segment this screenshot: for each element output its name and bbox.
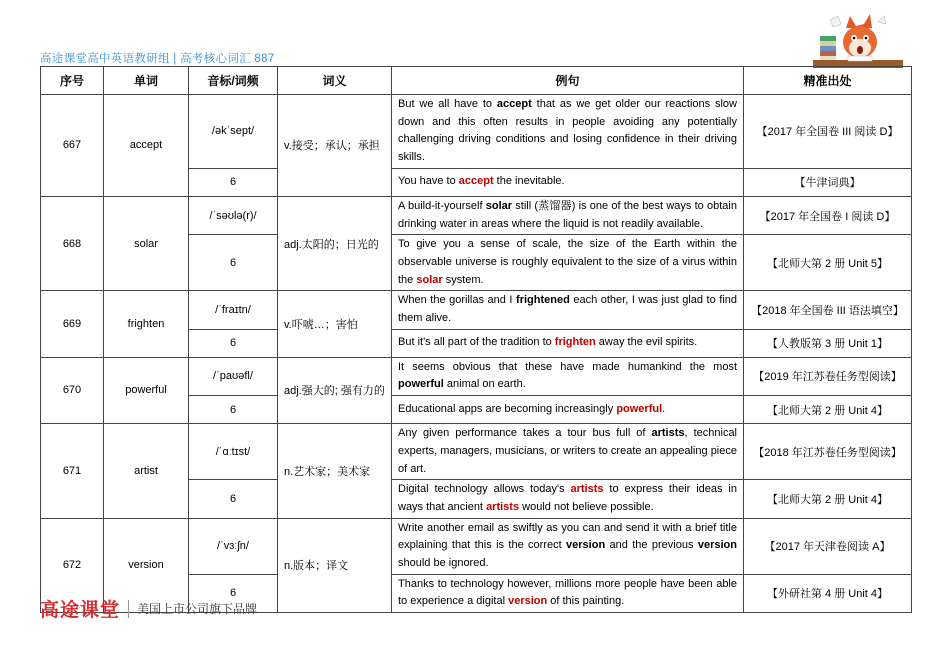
entry-word: powerful — [104, 357, 189, 423]
brand-tagline: 美国上市公司旗下品牌 — [137, 602, 258, 616]
highlighted-word: frighten — [554, 336, 596, 349]
example-source: 【北师大第 2 册 Unit 4】 — [744, 396, 912, 424]
entry-word: version — [104, 518, 189, 613]
sentence-text: But we all have to — [398, 98, 497, 110]
example-source: 【2019 年江苏卷任务型阅读】 — [744, 357, 912, 395]
sentence-text: But it's all part of the tradition to — [398, 336, 555, 349]
entry-number: 669 — [41, 291, 104, 357]
table-row — [41, 196, 912, 234]
example-sentence — [392, 168, 744, 196]
sentence-text: would not believe possible. — [519, 500, 654, 513]
entry-phonetic: /ˈfraɪtn/ — [189, 291, 278, 329]
footer-logo — [40, 595, 257, 622]
entry-phonetic: /ˈvɜːʃn/ — [189, 518, 278, 574]
col-meaning-header: 词义 — [278, 67, 392, 95]
col-word-header: 单词 — [104, 67, 189, 95]
example-sentence — [392, 396, 744, 424]
table-row — [41, 424, 912, 480]
mascot-illustration-icon — [808, 10, 908, 68]
entry-meaning: v.吓唬…；害怕 — [278, 291, 392, 357]
entry-word: solar — [104, 196, 189, 291]
highlighted-word: powerful — [616, 402, 663, 415]
sentence-text: Write another email as swiftly as you can and send it with a brief title explaining that this is the correct — [398, 521, 737, 552]
example-sentence — [392, 480, 744, 518]
example-source: 【北师大第 2 册 Unit 4】 — [744, 480, 912, 518]
table-row — [41, 518, 912, 574]
example-source: 【牛津词典】 — [744, 168, 912, 196]
bold-word: version — [697, 539, 737, 552]
example-source: 【2017 年全国卷 III 阅读 D】 — [744, 95, 912, 169]
bold-word: version — [566, 539, 606, 552]
example-source: 【人教版第 3 册 Unit 1】 — [744, 329, 912, 357]
bold-word: artists — [651, 427, 685, 440]
col-example-header: 例句 — [392, 67, 744, 95]
sentence-text: . — [662, 402, 666, 415]
table-row — [41, 291, 912, 329]
sentence-text: the inevitable. — [493, 175, 565, 188]
entry-number: 667 — [41, 95, 104, 197]
entry-word: accept — [104, 95, 189, 197]
col-phonetic-header: 音标/词频 — [189, 67, 278, 95]
col-source-header: 精准出处 — [744, 67, 912, 95]
entry-frequency: 6 — [189, 168, 278, 196]
example-sentence — [392, 574, 744, 612]
logo-divider — [128, 600, 129, 618]
highlighted-word: artists — [486, 500, 520, 513]
document-header: 高途课堂高中英语教研组 | 高考核心词汇 887 — [40, 53, 275, 65]
example-source: 【2018 年江苏卷任务型阅读】 — [744, 424, 912, 480]
entry-phonetic: /əkˈsept/ — [189, 95, 278, 169]
entry-number: 668 — [41, 196, 104, 291]
entry-frequency: 6 — [189, 329, 278, 357]
highlighted-word: artists — [570, 483, 604, 496]
entry-number: 672 — [41, 518, 104, 613]
entry-frequency: 6 — [189, 480, 278, 518]
example-source: 【北师大第 2 册 Unit 5】 — [744, 235, 912, 291]
example-sentence — [392, 291, 744, 329]
example-sentence — [392, 357, 744, 395]
entry-number: 670 — [41, 357, 104, 423]
entry-meaning: adj.强大的; 强有力的 — [278, 357, 392, 423]
entry-meaning: adj.太阳的；日光的 — [278, 196, 392, 291]
table-row — [41, 357, 912, 395]
sentence-text: You have to — [398, 175, 459, 188]
example-source: 【外研社第 4 册 Unit 4】 — [744, 574, 912, 612]
sentence-text: to express their ideas in ways that ancient — [398, 483, 737, 513]
bold-word: frightened — [516, 294, 570, 307]
highlighted-word: version — [508, 595, 548, 608]
entry-phonetic: /ˈɑːtɪst/ — [189, 424, 278, 480]
sentence-text: Any given performance takes a tour bus full of — [398, 427, 652, 440]
entry-frequency: 6 — [189, 574, 278, 612]
bold-word: powerful — [398, 378, 444, 391]
example-sentence — [392, 424, 744, 480]
example-source: 【2017 年天津卷阅读 A】 — [744, 518, 912, 574]
sentence-text: , technical experts, managers, musicians, or writers to create an appealing piece of art. — [398, 427, 738, 475]
entry-meaning: v.接受；承认；承担 — [278, 95, 392, 197]
vocabulary-table — [40, 66, 912, 613]
sentence-text: and the previous — [605, 539, 698, 552]
bold-word: solar — [485, 199, 513, 212]
sentence-text: When the gorillas and I — [398, 294, 517, 307]
sentence-text: that as we get older our reactions slow down and this often results in people avoiding any potentially challenging driving conditions and losing confidence in their driving skills. — [398, 98, 737, 164]
sentence-text: away the evil spirits. — [595, 336, 698, 349]
sentence-text: A build-it-yourself — [398, 199, 486, 212]
example-sentence — [392, 95, 744, 169]
sentence-text: each other, I was just glad to find them alive. — [398, 294, 738, 325]
entry-meaning: n.艺术家；美术家 — [278, 424, 392, 519]
example-sentence — [392, 329, 744, 357]
bold-word: accept — [496, 98, 532, 110]
sentence-text: It seems obvious that these have made humankind the most — [398, 360, 737, 373]
example-sentence — [392, 196, 744, 234]
table-header-row — [41, 67, 912, 95]
entry-number: 671 — [41, 424, 104, 519]
entry-frequency: 6 — [189, 235, 278, 291]
entry-phonetic: /ˈsəʊlə(r)/ — [189, 196, 278, 234]
sentence-text: animal on earth. — [443, 378, 526, 391]
example-sentence — [392, 235, 744, 291]
sentence-text: system. — [442, 273, 484, 286]
example-sentence — [392, 518, 744, 574]
sentence-text: To give you a sense of scale, the size of the Earth within the observable universe is roughly equivalent to the size of a virus within the — [398, 238, 737, 286]
highlighted-word: accept — [458, 175, 494, 188]
brand-logo: 高途课堂 — [40, 600, 121, 621]
sentence-text: Educational apps are becoming increasingly — [398, 402, 617, 415]
example-source: 【2018 年全国卷 III 语法填空】 — [744, 291, 912, 329]
sentence-text: of this painting. — [547, 595, 625, 608]
example-source: 【2017 年全国卷 I 阅读 D】 — [744, 196, 912, 234]
entry-phonetic: /ˈpaʊəfl/ — [189, 357, 278, 395]
sentence-text: Digital technology allows today's — [398, 483, 571, 496]
table-row — [41, 95, 912, 169]
entry-meaning: n.版本；译文 — [278, 518, 392, 613]
sentence-text: Thanks to technology however, millions more people have been able to experience a digital — [398, 577, 737, 608]
sentence-text: still (蒸馏器) is one of the best ways to obtain drinking water in areas where the liquid is not readily available. — [398, 199, 737, 230]
col-number-header: 序号 — [41, 67, 104, 95]
highlighted-word: solar — [416, 273, 443, 286]
sentence-text: should be ignored. — [398, 557, 489, 570]
entry-word: artist — [104, 424, 189, 519]
entry-frequency: 6 — [189, 396, 278, 424]
entry-word: frighten — [104, 291, 189, 357]
